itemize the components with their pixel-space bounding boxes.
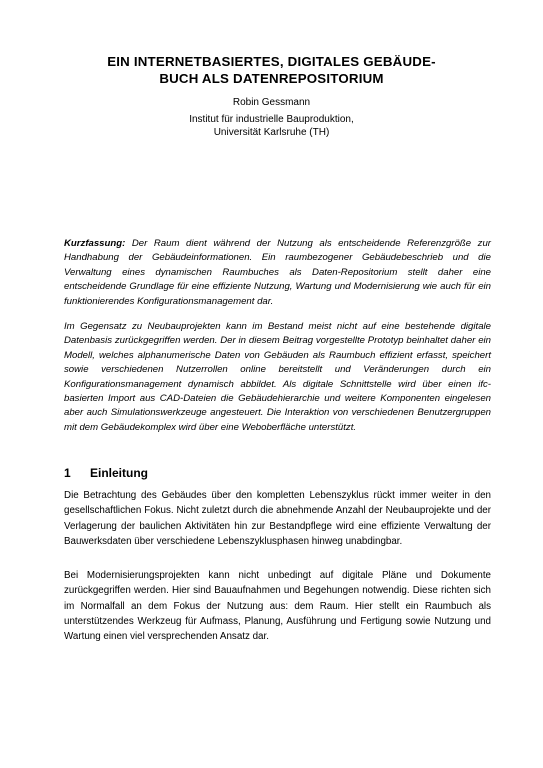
abstract-label: Kurzfassung: (64, 238, 126, 249)
affiliation-line-1: Institut für industrielle Bauproduktion, (189, 114, 354, 125)
paper-title (60, 53, 483, 87)
author-name: Robin Gessmann (232, 97, 311, 108)
section-number: 1 (64, 466, 71, 480)
section-title: Einleitung (90, 466, 148, 480)
affiliation-line-2: Universität Karlsruhe (TH) (213, 126, 330, 138)
affiliation (0, 114, 543, 139)
abstract-paragraph-2: Im Gegensatz zu Neubauprojekten kann im Bestand meist nicht auf eine bestehende digitale Datenbasis zurückgegriffen werden. Der in diesem Beitrag vorgestellte Prototyp beinhaltet daher ein Modell, welches alphanumerische Daten von Gebäuden als Raumbuch effizient erfasst, speichert sowie verschiedenen Nutzerrollen online bereitstellt und Veränderungen durch ein Konfigurationsmanagement dynamisch abbildet. Als digitale Schnittstelle wird über einen ifc-basierten Import aus CAD-Dateien die Gebäudehierarchie und weitere Komponenten eingelesen aber auch Simulationswerkzeuge angesteuert. Die Interaktion von verschiedenen Benutzergruppen mit dem Gebäudekomplex wird über eine Weboberfläche unterstützt. (64, 321, 491, 433)
title-line-2: BUCH ALS DATENREPOSITORIUM (159, 71, 384, 86)
title-line-1: EIN INTERNETBASIERTES, DIGITALES GEBÄUDE- (107, 54, 436, 69)
body-paragraph-2: Bei Modernisierungsprojekten kann nicht unbedingt auf digitale Pläne und Dokumente zurückgegriffen werden. Hier sind Bauaufnahmen und Begehungen notwendig. Diese richten sich im Normalfall an dem Fokus der Nutzung aus: dem Raum. Hier stellt ein Raumbuch als unterstützendes Werkzeug für Aufmass, Planung, Ausführung und Fertigung sowie Nutzung und Wartung einen viel versprechenden Ansatz dar. (64, 570, 491, 643)
abstract-paragraph-1 (64, 237, 491, 309)
body-paragraph-1: Die Betrachtung des Gebäudes über den kompletten Lebenszyklus rückt immer weiter in den gesellschaftlichen Fokus. Nicht zuletzt durch die abnehmende Anzahl der Neubauprojekte und der Verlagerung der baulichen Aktivitäten hin zur Bestandpflege wird eine effiziente Verwaltung der Bauwerksdaten über verschiedene Lebenszyklusphasen hinweg unabdingbar. (64, 490, 491, 547)
abstract-text-1: Der Raum dient während der Nutzung als entscheidende Referenzgröße zur Handhabung der Gebäudeinformationen. Ein raumbezogener Gebäudebeschrieb und die Verwaltung eines dynamischen Raumbuches als Daten-Repositorium stellt daher eine entscheidende Grundlage für eine effiziente Nutzung, Wartung und Modernisierung wie auch für ein funktionierendes Konfigurationsmanagement dar. (64, 238, 491, 307)
section-heading (64, 466, 148, 480)
